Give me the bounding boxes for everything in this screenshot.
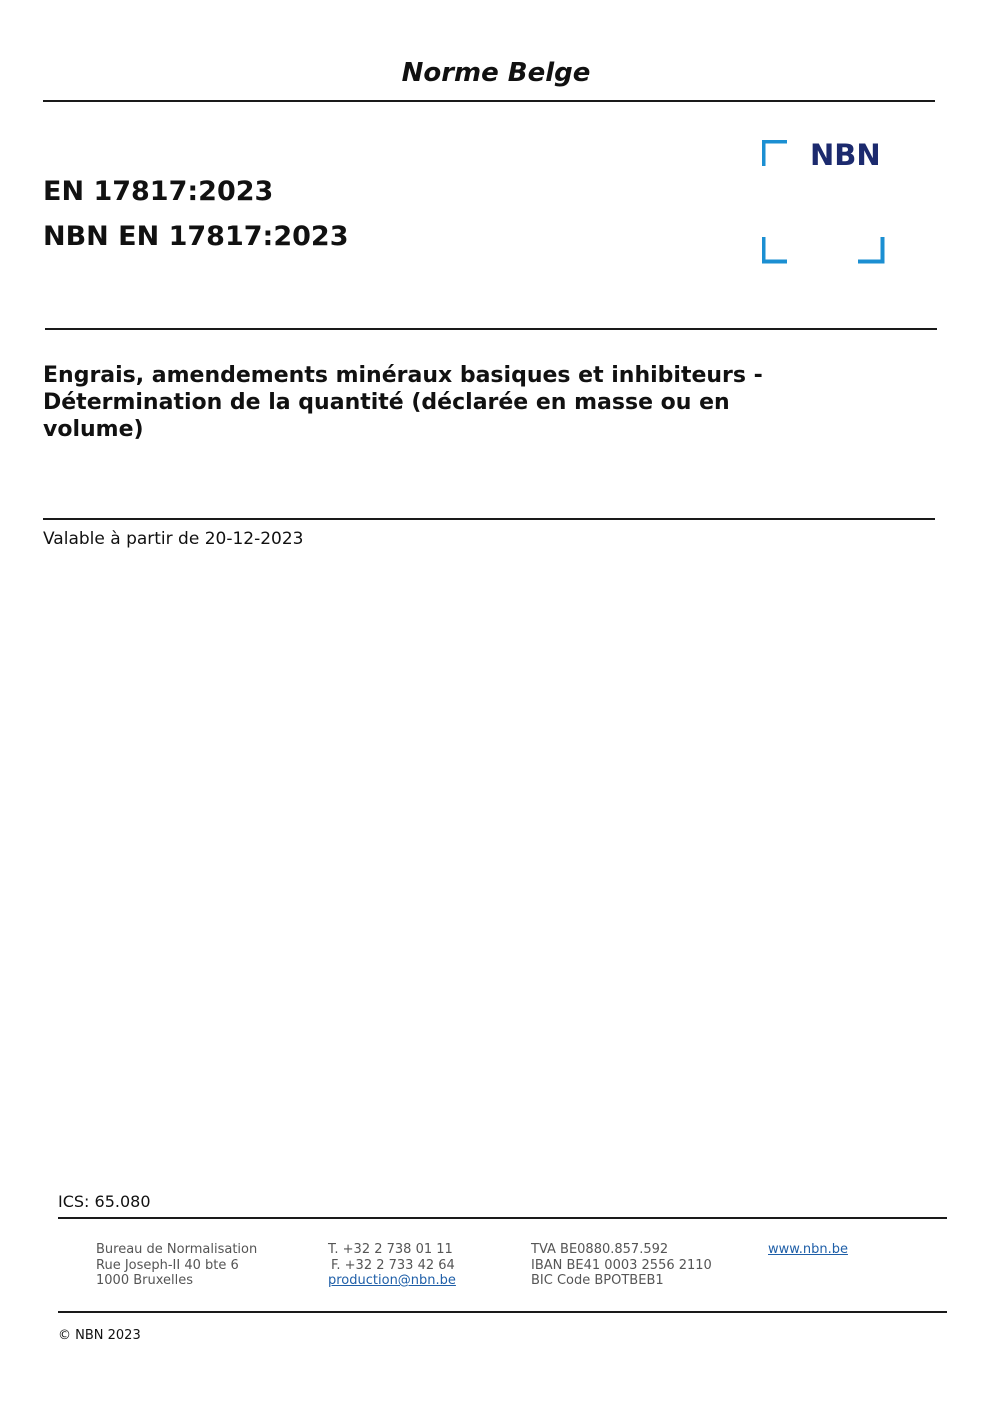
phone-number: T. +32 2 738 01 11 xyxy=(328,1242,453,1257)
footer-bottom-divider xyxy=(58,1311,947,1313)
ics-code: ICS: 65.080 xyxy=(58,1192,151,1211)
address-line: 1000 Bruxelles xyxy=(96,1273,194,1288)
document-title-line: Engrais, amendements minéraux basiques et inhibiteurs - xyxy=(43,363,763,388)
document-title-line: Détermination de la quantité (déclarée en masse ou en xyxy=(43,390,730,415)
header-divider xyxy=(43,100,935,102)
footer-top-divider xyxy=(58,1217,947,1219)
footer-web xyxy=(768,1242,848,1258)
iban-number: IBAN BE41 0003 2556 2110 xyxy=(531,1257,712,1273)
standard-ref-en: EN 17817:2023 xyxy=(43,176,274,207)
address-line: Bureau de Normalisation xyxy=(96,1242,258,1257)
standard-ref-nbn: NBN EN 17817:2023 xyxy=(43,221,349,252)
logo-text: NBN xyxy=(810,140,881,172)
title-top-divider xyxy=(45,328,937,330)
vat-number: TVA BE0880.857.592 xyxy=(531,1242,669,1257)
website-link[interactable]: www.nbn.be xyxy=(768,1242,848,1257)
nbn-logo xyxy=(762,140,886,264)
footer-address xyxy=(96,1242,257,1289)
validity-divider xyxy=(43,518,935,520)
validity-date: Valable à partir de 20-12-2023 xyxy=(43,529,304,549)
fax-number: F. +32 2 733 42 64 xyxy=(331,1257,455,1273)
bic-code: BIC Code BPOTBEB1 xyxy=(531,1273,664,1288)
address-line: Rue Joseph-II 40 bte 6 xyxy=(96,1257,239,1273)
email-link[interactable]: production@nbn.be xyxy=(328,1273,456,1288)
copyright: © NBN 2023 xyxy=(58,1328,141,1343)
header-title: Norme Belge xyxy=(401,58,591,88)
nbn-logo-mark xyxy=(762,140,886,264)
document-title-line: volume) xyxy=(43,417,144,442)
footer-contact xyxy=(328,1242,456,1289)
document-title xyxy=(43,362,843,443)
footer-bank xyxy=(531,1242,712,1289)
